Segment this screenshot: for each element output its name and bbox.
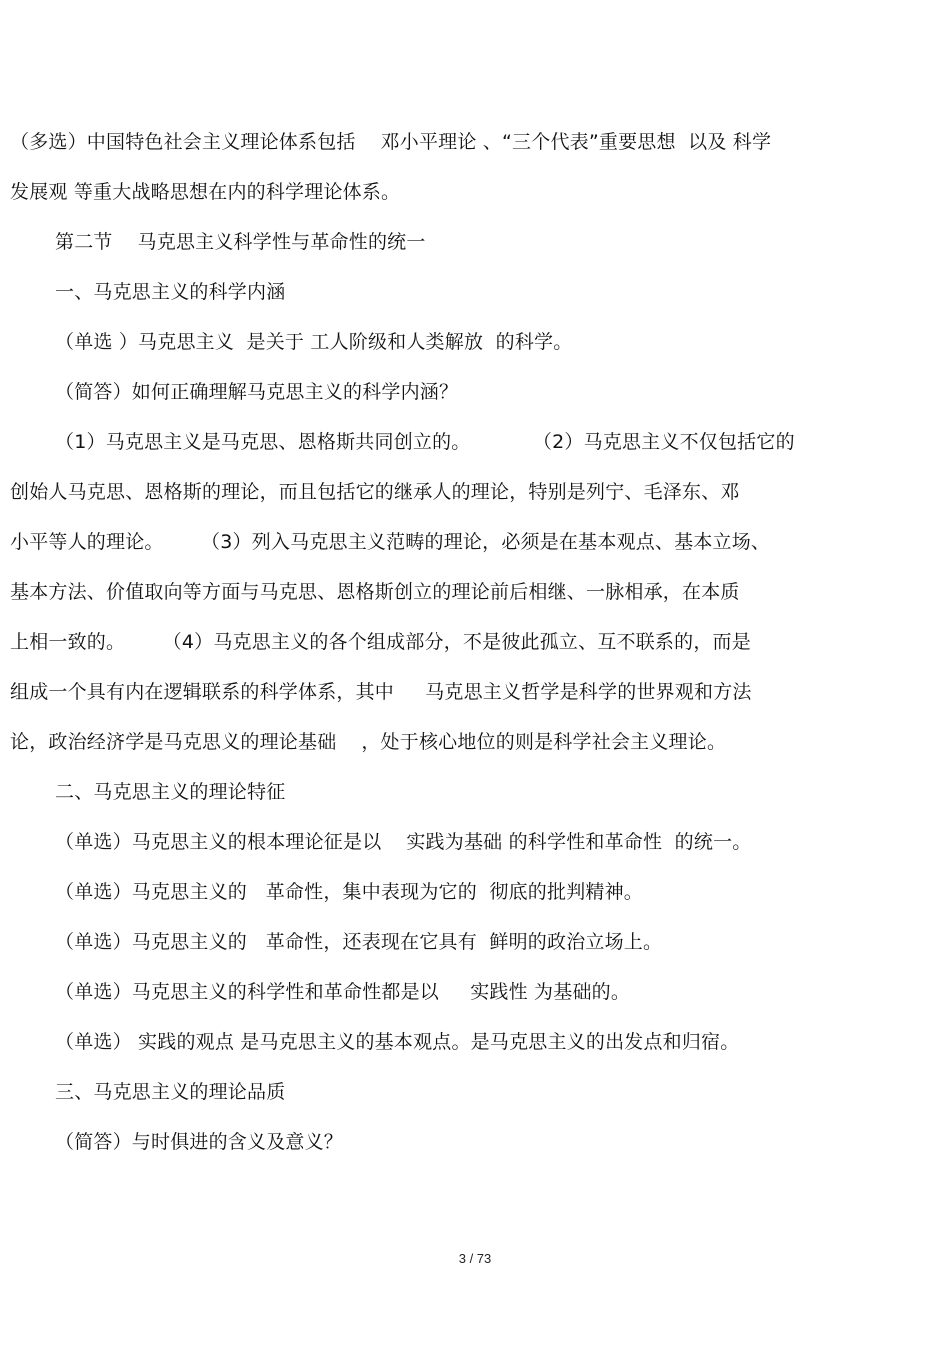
paragraph-line: （多选）中国特色社会主义理论体系包括 邓小平理论 、“三个代表”重要思想 以及 科学: [10, 131, 772, 153]
subsection-heading: 一、马克思主义的科学内涵: [55, 281, 286, 303]
paragraph-line: 发展观 等重大战略思想在内的科学理论体系。: [10, 181, 401, 203]
paragraph-line: 组成一个具有内在逻辑联系的科学体系，其中 马克思主义哲学是科学的世界观和方法: [10, 681, 752, 703]
paragraph-line: 基本方法、价值取向等方面与马克思、恩格斯创立的理论前后相继、一脉相承，在本质: [10, 581, 740, 603]
paragraph-line: 创始人马克思、恩格斯的理论，而且包括它的继承人的理论，特别是列宁、毛泽东、邓: [10, 481, 740, 503]
subsection-heading: 二、马克思主义的理论特征: [55, 781, 286, 803]
paragraph-line: 小平等人的理论。 （3）列入马克思主义范畴的理论，必须是在基本观点、基本立场、: [10, 531, 771, 553]
question-line: （单选）马克思主义的 革命性，还表现在它具有 鲜明的政治立场上。: [55, 931, 663, 953]
subsection-heading: 三、马克思主义的理论品质: [55, 1081, 286, 1103]
paragraph-line: 上相一致的。 （4）马克思主义的各个组成部分，不是彼此孤立、互不联系的，而是: [10, 631, 751, 653]
question-line: （单选）马克思主义的 革命性，集中表现为它的 彻底的批判精神。: [55, 881, 643, 903]
page-number: 3 / 73: [458, 1251, 492, 1266]
question-line: （简答）如何正确理解马克思主义的科学内涵？: [55, 381, 459, 403]
section-heading: 第二节 马克思主义科学性与革命性的统一: [55, 231, 426, 253]
question-line: （单选） 实践的观点 是马克思主义的基本观点。是马克思主义的出发点和归宿。: [55, 1031, 740, 1053]
question-line: （单选 ）马克思主义 是关于 工人阶级和人类解放 的科学。: [55, 331, 573, 353]
question-line: （单选）马克思主义的根本理论征是以 实践为基础 的科学性和革命性 的统一。: [55, 831, 752, 853]
question-line: （简答）与时俱进的含义及意义？: [55, 1131, 344, 1153]
paragraph-line: （1）马克思主义是马克思、恩格斯共同创立的。 （2）马克思主义不仅包括它的: [55, 431, 795, 453]
question-line: （单选）马克思主义的科学性和革命性都是以 实践性 为基础的。: [55, 981, 631, 1003]
paragraph-line: 论，政治经济学是马克思义的理论基础 ，处于核心地位的则是科学社会主义理论。: [10, 731, 727, 753]
